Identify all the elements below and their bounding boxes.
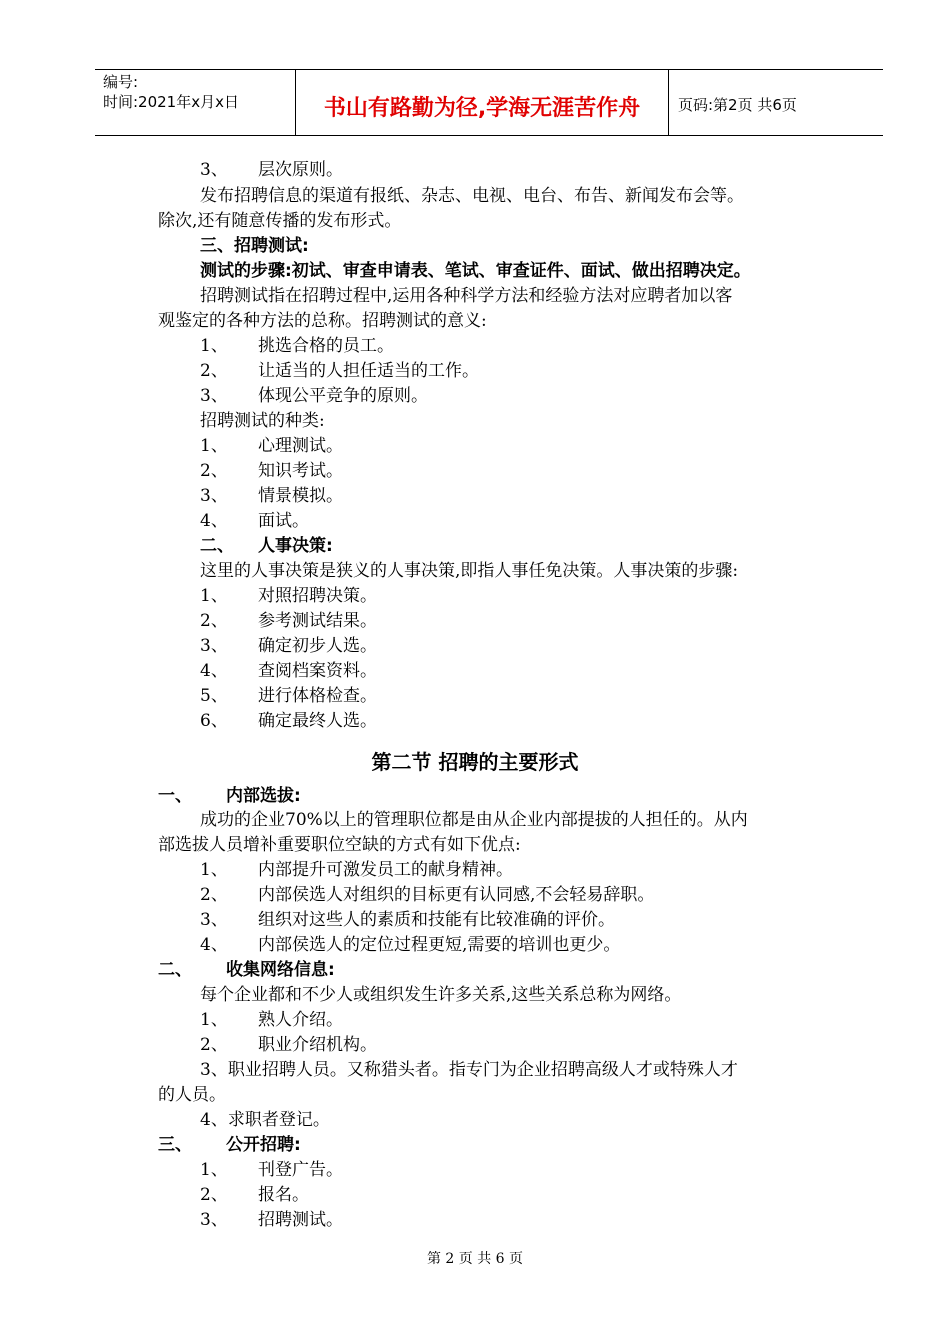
list-item: 1、 刊登广告。 [200, 1160, 343, 1180]
heading-line: 三、招聘测试: [200, 236, 309, 256]
heading-line: 一、 内部选拔: [158, 786, 301, 806]
text-line: 成功的企业70%以上的管理职位都是由从企业内部提拔的人担任的。从内 [200, 810, 748, 830]
list-item: 1、 心理测试。 [200, 436, 343, 456]
list-item: 4、 内部侯选人的定位过程更短,需要的培训也更少。 [200, 935, 621, 955]
time-label: 时间:2021年x月x日 [103, 93, 239, 111]
motto: 书山有路勤为径,学海无涯苦作舟 [323, 96, 641, 121]
list-item: 1、 内部提升可激发员工的献身精神。 [200, 860, 513, 880]
text-line: 招聘测试的种类: [200, 411, 325, 431]
header-top-rule [95, 69, 883, 70]
text-line: 每个企业都和不少人或组织发生许多关系,这些关系总称为网络。 [200, 985, 682, 1005]
heading-line: 三、 公开招聘: [158, 1135, 301, 1155]
list-item: 3、 确定初步人选。 [200, 636, 377, 656]
text-line: 4、求职者登记。 [200, 1110, 330, 1130]
serial-label: 编号: [103, 73, 139, 91]
list-item: 3、 体现公平竞争的原则。 [200, 386, 428, 406]
list-item: 6、 确定最终人选。 [200, 711, 377, 731]
list-item: 4、 查阅档案资料。 [200, 661, 377, 681]
heading-line: 测试的步骤:初试、审查申请表、笔试、审查证件、面试、做出招聘决定。 [200, 261, 751, 281]
list-item: 2、 职业介绍机构。 [200, 1035, 377, 1055]
text-line: 3、 层次原则。 [200, 160, 343, 180]
text-line: 发布招聘信息的渠道有报纸、杂志、电视、电台、布告、新闻发布会等。 [200, 186, 744, 206]
text-line: 观鉴定的各种方法的总称。招聘测试的意义: [158, 311, 487, 331]
list-item: 1、 挑选合格的员工。 [200, 336, 394, 356]
list-item: 4、 面试。 [200, 511, 309, 531]
list-item: 5、 进行体格检查。 [200, 686, 377, 706]
heading-line: 二、 人事决策: [200, 536, 333, 556]
text-line: 的人员。 [158, 1085, 226, 1105]
text-line: 招聘测试指在招聘过程中,运用各种科学方法和经验方法对应聘者加以客 [200, 286, 733, 306]
list-item: 2、 让适当的人担任适当的工作。 [200, 361, 479, 381]
list-item: 1、 对照招聘决策。 [200, 586, 377, 606]
heading-line: 二、 收集网络信息: [158, 960, 335, 980]
header-bottom-rule [95, 135, 883, 136]
text-line: 3、职业招聘人员。又称猎头者。指专门为企业招聘高级人才或特殊人才 [200, 1060, 738, 1080]
text-line: 除次,还有随意传播的发布形式。 [158, 211, 402, 231]
list-item: 2、 内部侯选人对组织的目标更有认同感,不会轻易辞职。 [200, 885, 655, 905]
page-label: 页码:第2页 共6页 [678, 96, 797, 114]
section-title: 第二节 招聘的主要形式 [371, 750, 579, 774]
list-item: 3、 招聘测试。 [200, 1210, 343, 1230]
text-line: 部选拔人员增补重要职位空缺的方式有如下优点: [158, 835, 521, 855]
list-item: 3、 情景模拟。 [200, 486, 343, 506]
list-item: 2、 参考测试结果。 [200, 611, 377, 631]
list-item: 1、 熟人介绍。 [200, 1010, 343, 1030]
list-item: 2、 知识考试。 [200, 461, 343, 481]
list-item: 2、 报名。 [200, 1185, 309, 1205]
header-divider-2 [668, 69, 669, 136]
text-line: 这里的人事决策是狭义的人事决策,即指人事任免决策。人事决策的步骤: [200, 561, 739, 581]
page-footer: 第 2 页 共 6 页 [426, 1251, 524, 1267]
list-item: 3、 组织对这些人的素质和技能有比较准确的评价。 [200, 910, 615, 930]
